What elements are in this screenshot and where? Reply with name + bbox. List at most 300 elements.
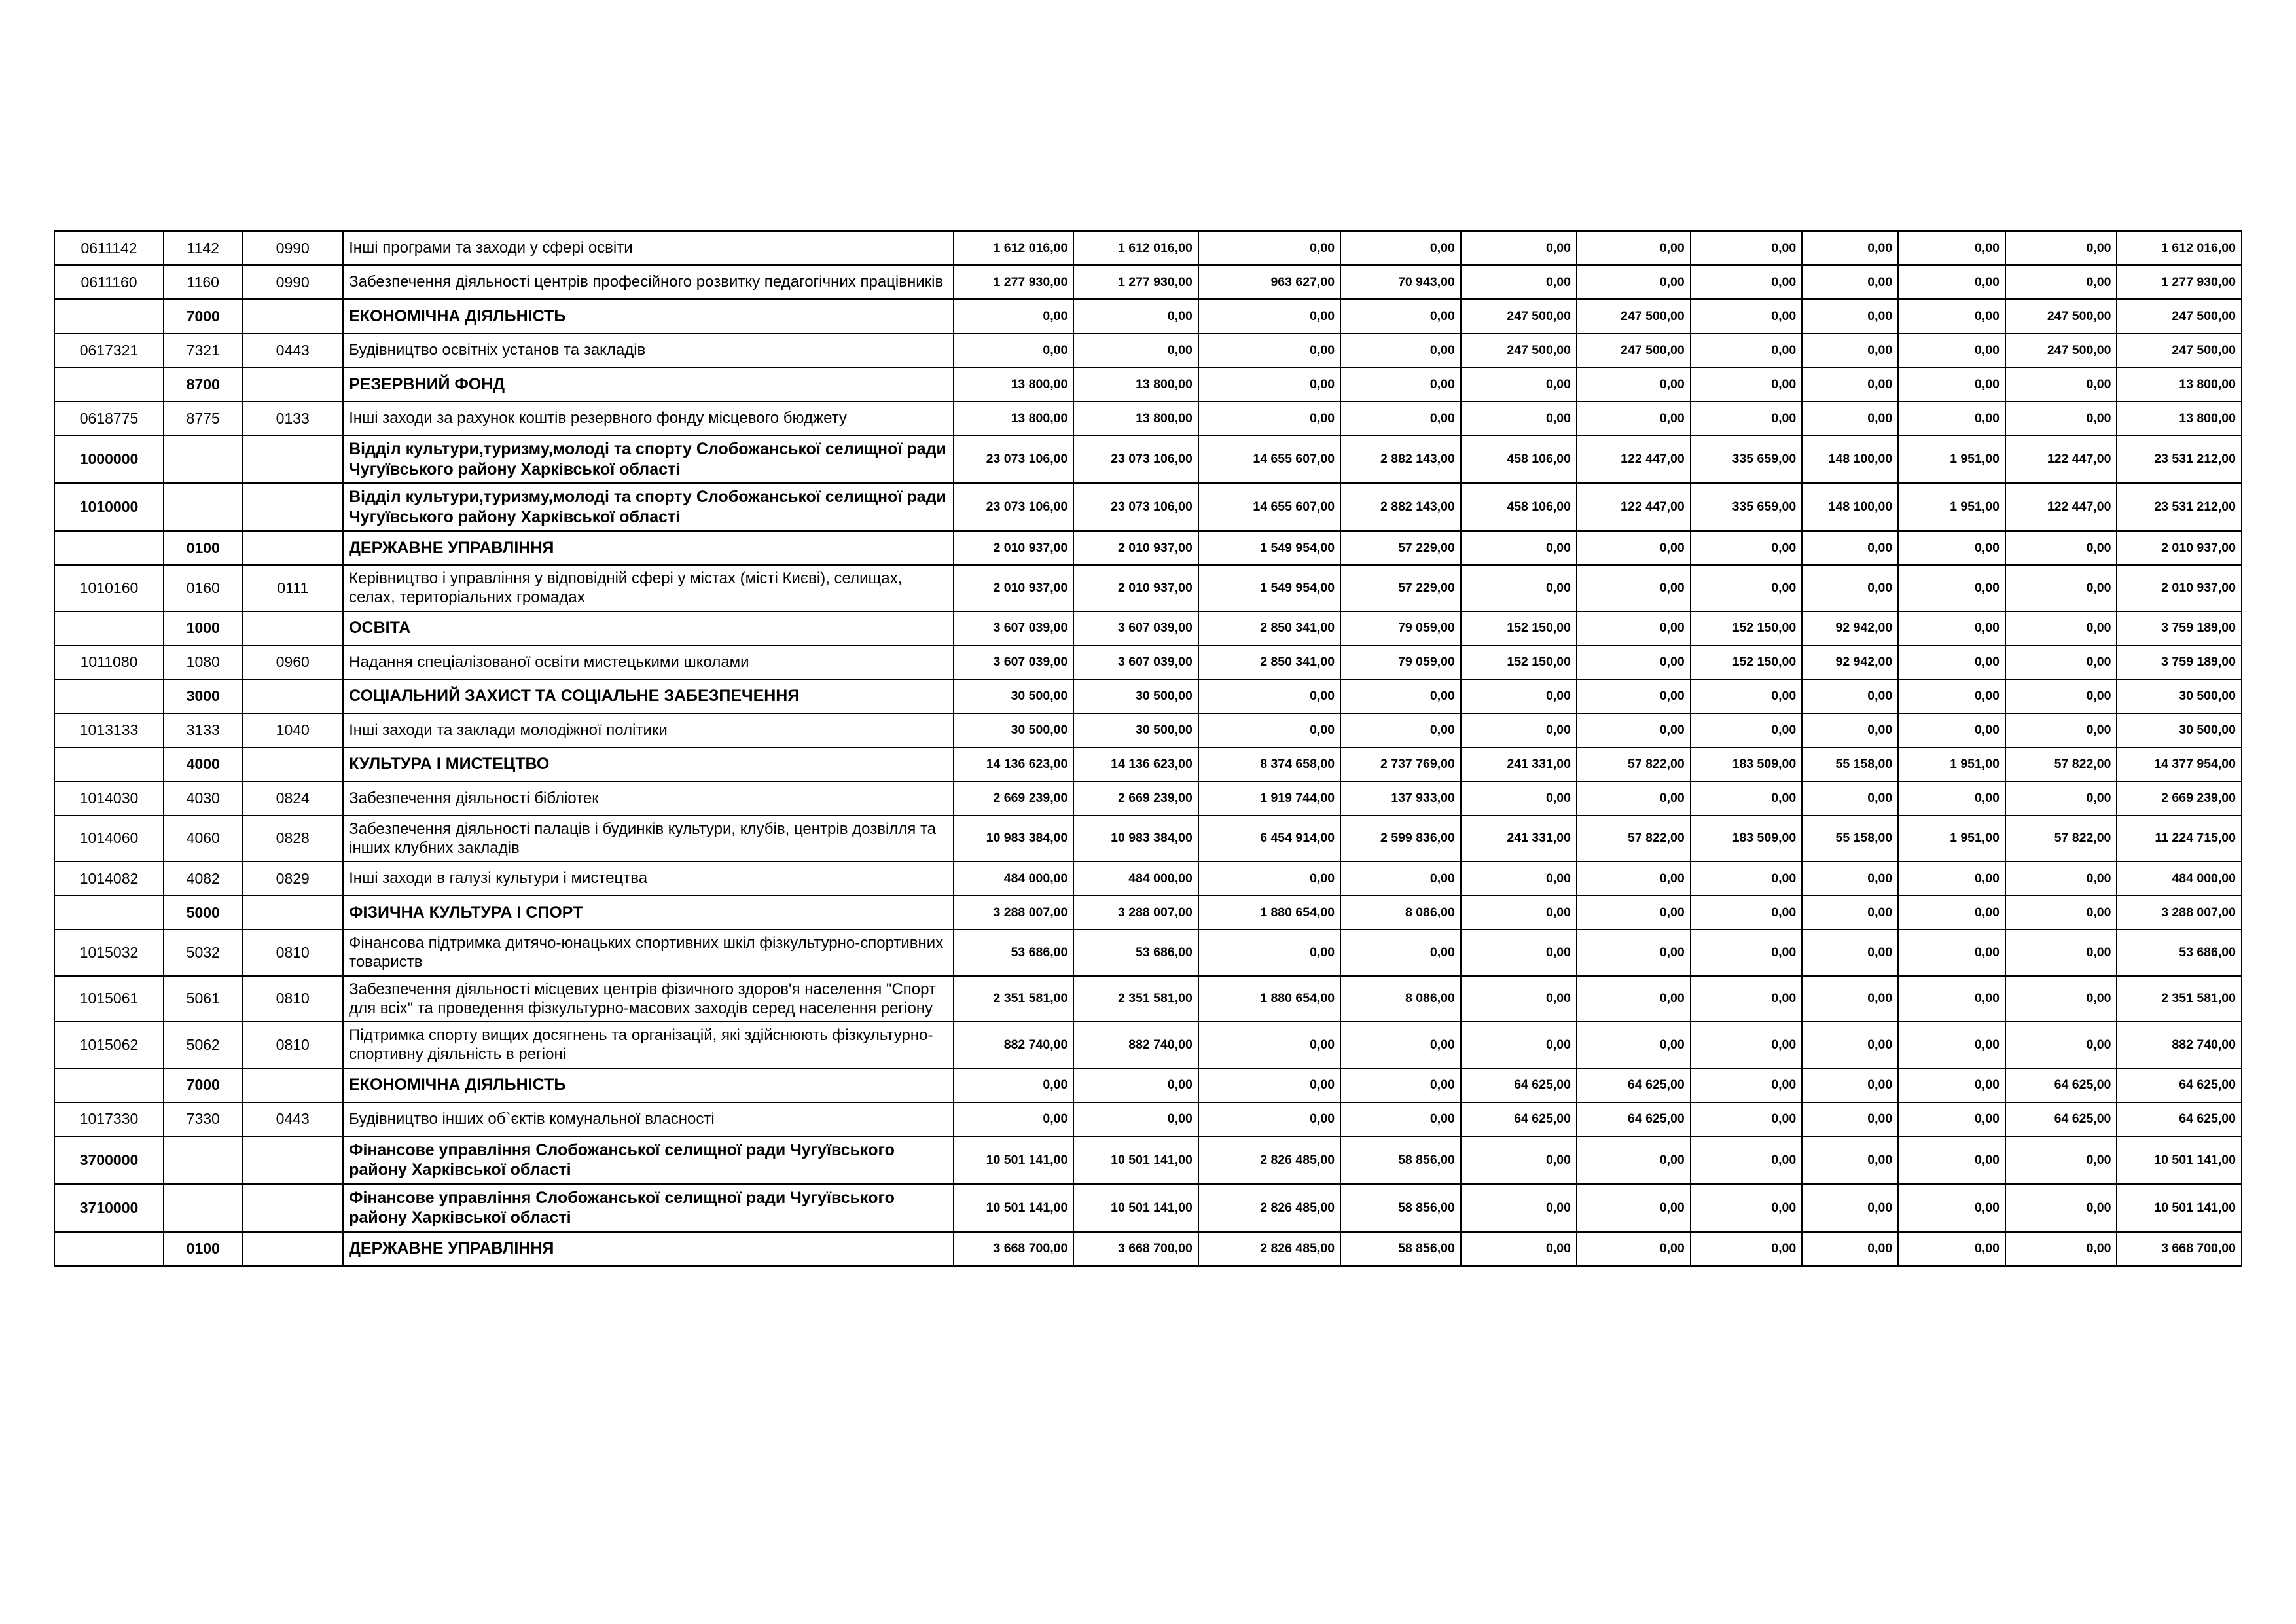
value-cell: 3 607 039,00 [1073,645,1198,679]
value-cell: 30 500,00 [1073,679,1198,713]
value-cell: 70 943,00 [1340,265,1461,299]
name-cell: ДЕРЖАВНЕ УПРАВЛІННЯ [343,1232,953,1266]
table-row [54,1136,2242,1184]
value-cell: 0,00 [2005,265,2117,299]
value-cell: 2 010 937,00 [2117,531,2242,565]
value-cell: 0,00 [1461,1232,1577,1266]
budget-code-cell: 3000 [164,679,242,713]
value-cell: 0,00 [1340,679,1461,713]
value-cell: 0,00 [1898,929,2005,976]
value-cell: 0,00 [2005,713,2117,748]
value-cell: 64 625,00 [1461,1102,1577,1136]
value-cell: 0,00 [1577,645,1691,679]
function-code-cell: 1040 [242,713,343,748]
value-cell: 0,00 [1802,861,1898,895]
budget-code-cell: 1160 [164,265,242,299]
value-cell: 0,00 [1577,531,1691,565]
value-cell: 0,00 [1691,1232,1802,1266]
value-cell: 0,00 [1461,929,1577,976]
value-cell: 0,00 [1802,531,1898,565]
value-cell: 0,00 [2005,531,2117,565]
value-cell: 0,00 [1691,895,1802,929]
value-cell: 0,00 [1802,1102,1898,1136]
value-cell: 2 010 937,00 [954,565,1074,611]
value-cell: 3 759 189,00 [2117,611,2242,645]
budget-code-cell: 4000 [164,748,242,782]
function-code-cell [242,1232,343,1266]
name-cell: Інші заходи в галузі культури і мистецтва [343,861,953,895]
name-cell: Інші заходи та заклади молодіжної політики [343,713,953,748]
program-code-cell: 1015032 [54,929,164,976]
table-row [54,929,2242,976]
value-cell: 13 800,00 [954,401,1074,435]
value-cell: 152 150,00 [1461,611,1577,645]
budget-code-cell: 4082 [164,861,242,895]
name-cell: Забезпечення діяльності бібліотек [343,782,953,816]
value-cell: 23 073 106,00 [954,483,1074,531]
value-cell: 0,00 [1461,1022,1577,1068]
value-cell: 0,00 [1691,1022,1802,1068]
value-cell: 247 500,00 [1577,299,1691,333]
program-code-cell: 1013133 [54,713,164,748]
value-cell: 0,00 [1802,1022,1898,1068]
function-code-cell [242,748,343,782]
value-cell: 0,00 [1898,531,2005,565]
name-cell: РЕЗЕРВНИЙ ФОНД [343,367,953,401]
value-cell: 2 351 581,00 [2117,976,2242,1022]
value-cell: 152 150,00 [1691,645,1802,679]
value-cell: 79 059,00 [1340,645,1461,679]
budget-code-cell [164,435,242,483]
budget-code-cell: 8700 [164,367,242,401]
name-cell: Інші програми та заходи у сфері освіти [343,231,953,265]
value-cell: 152 150,00 [1461,645,1577,679]
program-code-cell: 1017330 [54,1102,164,1136]
function-code-cell: 0443 [242,333,343,367]
value-cell: 0,00 [2005,565,2117,611]
value-cell: 0,00 [1073,299,1198,333]
value-cell: 0,00 [1461,231,1577,265]
value-cell: 148 100,00 [1802,483,1898,531]
value-cell: 241 331,00 [1461,816,1577,862]
value-cell: 0,00 [1802,679,1898,713]
table-row [54,1102,2242,1136]
value-cell: 57 229,00 [1340,565,1461,611]
value-cell: 882 740,00 [1073,1022,1198,1068]
budget-code-cell: 5000 [164,895,242,929]
value-cell: 0,00 [1691,1068,1802,1102]
value-cell: 0,00 [1198,1022,1340,1068]
budget-code-cell: 0100 [164,531,242,565]
value-cell: 247 500,00 [2005,299,2117,333]
table-row [54,816,2242,862]
function-code-cell [242,611,343,645]
name-cell: СОЦІАЛЬНИЙ ЗАХИСТ ТА СОЦІАЛЬНЕ ЗАБЕЗПЕЧЕННЯ [343,679,953,713]
value-cell: 30 500,00 [1073,713,1198,748]
table-row [54,748,2242,782]
name-cell: Будівництво інших об`єктів комунальної власності [343,1102,953,1136]
value-cell: 0,00 [1898,565,2005,611]
value-cell: 10 501 141,00 [2117,1136,2242,1184]
value-cell: 247 500,00 [2117,299,2242,333]
value-cell: 0,00 [1802,231,1898,265]
value-cell: 13 800,00 [1073,367,1198,401]
program-code-cell [54,679,164,713]
value-cell: 2 010 937,00 [954,531,1074,565]
value-cell: 0,00 [1691,367,1802,401]
value-cell: 152 150,00 [1691,611,1802,645]
value-cell: 0,00 [1691,333,1802,367]
value-cell: 458 106,00 [1461,435,1577,483]
table-row [54,401,2242,435]
name-cell: Керівництво і управління у відповідній сфері у містах (місті Києві), селищах, селах, територіальних громадах [343,565,953,611]
value-cell: 14 377 954,00 [2117,748,2242,782]
value-cell: 0,00 [1340,1102,1461,1136]
value-cell: 148 100,00 [1802,435,1898,483]
value-cell: 57 822,00 [1577,748,1691,782]
value-cell: 11 224 715,00 [2117,816,2242,862]
value-cell: 2 826 485,00 [1198,1136,1340,1184]
program-code-cell [54,299,164,333]
name-cell: ОСВІТА [343,611,953,645]
program-code-cell [54,611,164,645]
value-cell: 1 919 744,00 [1198,782,1340,816]
value-cell: 0,00 [1461,531,1577,565]
value-cell: 23 531 212,00 [2117,435,2242,483]
value-cell: 92 942,00 [1802,645,1898,679]
function-code-cell [242,1068,343,1102]
name-cell: Забезпечення діяльності центрів професійного розвитку педагогічних працівників [343,265,953,299]
value-cell: 0,00 [2005,1022,2117,1068]
value-cell: 57 822,00 [2005,748,2117,782]
value-cell: 0,00 [1340,299,1461,333]
value-cell: 64 625,00 [1577,1068,1691,1102]
value-cell: 10 983 384,00 [1073,816,1198,862]
value-cell: 0,00 [1340,929,1461,976]
value-cell: 0,00 [1691,565,1802,611]
value-cell: 3 288 007,00 [1073,895,1198,929]
value-cell: 0,00 [2005,929,2117,976]
table-row [54,531,2242,565]
value-cell: 8 374 658,00 [1198,748,1340,782]
value-cell: 64 625,00 [2117,1068,2242,1102]
name-cell: КУЛЬТУРА І МИСТЕЦТВО [343,748,953,782]
table-row [54,231,2242,265]
value-cell: 13 800,00 [1073,401,1198,435]
value-cell: 0,00 [1198,679,1340,713]
value-cell: 2 882 143,00 [1340,483,1461,531]
function-code-cell: 0810 [242,976,343,1022]
value-cell: 2 669 239,00 [2117,782,2242,816]
value-cell: 0,00 [1198,299,1340,333]
value-cell: 0,00 [1198,401,1340,435]
value-cell: 0,00 [1691,679,1802,713]
value-cell: 2 599 836,00 [1340,816,1461,862]
value-cell: 0,00 [1898,1136,2005,1184]
budget-code-cell: 1000 [164,611,242,645]
value-cell: 53 686,00 [1073,929,1198,976]
program-code-cell: 0618775 [54,401,164,435]
value-cell: 13 800,00 [2117,367,2242,401]
value-cell: 137 933,00 [1340,782,1461,816]
program-code-cell: 1014060 [54,816,164,862]
value-cell: 30 500,00 [954,713,1074,748]
value-cell: 57 229,00 [1340,531,1461,565]
value-cell: 23 531 212,00 [2117,483,2242,531]
function-code-cell: 0960 [242,645,343,679]
value-cell: 458 106,00 [1461,483,1577,531]
value-cell: 0,00 [1461,1184,1577,1232]
value-cell: 1 880 654,00 [1198,976,1340,1022]
value-cell: 0,00 [1461,895,1577,929]
value-cell: 0,00 [1577,782,1691,816]
table-row [54,1184,2242,1232]
value-cell: 0,00 [1198,231,1340,265]
value-cell: 3 288 007,00 [2117,895,2242,929]
function-code-cell [242,531,343,565]
value-cell: 55 158,00 [1802,816,1898,862]
value-cell: 0,00 [1340,401,1461,435]
value-cell: 2 010 937,00 [1073,565,1198,611]
value-cell: 0,00 [2005,1184,2117,1232]
value-cell: 14 136 623,00 [954,748,1074,782]
name-cell: Інші заходи за рахунок коштів резервного фонду місцевого бюджету [343,401,953,435]
budget-code-cell: 0100 [164,1232,242,1266]
function-code-cell [242,679,343,713]
value-cell: 0,00 [1577,861,1691,895]
value-cell: 30 500,00 [954,679,1074,713]
program-code-cell: 1010000 [54,483,164,531]
value-cell: 64 625,00 [1577,1102,1691,1136]
value-cell: 0,00 [2005,895,2117,929]
value-cell: 0,00 [954,299,1074,333]
value-cell: 1 612 016,00 [954,231,1074,265]
table-row [54,895,2242,929]
value-cell: 0,00 [1340,231,1461,265]
value-cell: 1 880 654,00 [1198,895,1340,929]
value-cell: 1 277 930,00 [954,265,1074,299]
name-cell: Надання спеціалізованої освіти мистецькими школами [343,645,953,679]
value-cell: 0,00 [1577,401,1691,435]
name-cell: ДЕРЖАВНЕ УПРАВЛІННЯ [343,531,953,565]
value-cell: 3 288 007,00 [954,895,1074,929]
name-cell: Будівництво освітніх установ та закладів [343,333,953,367]
value-cell: 64 625,00 [2005,1068,2117,1102]
value-cell: 10 501 141,00 [1073,1136,1198,1184]
value-cell: 1 549 954,00 [1198,531,1340,565]
program-code-cell: 1015062 [54,1022,164,1068]
value-cell: 2 850 341,00 [1198,611,1340,645]
function-code-cell: 0810 [242,1022,343,1068]
value-cell: 0,00 [2005,782,2117,816]
value-cell: 3 668 700,00 [954,1232,1074,1266]
budget-code-cell: 5032 [164,929,242,976]
value-cell: 0,00 [1577,1136,1691,1184]
value-cell: 484 000,00 [1073,861,1198,895]
function-code-cell: 0828 [242,816,343,862]
value-cell: 3 607 039,00 [954,611,1074,645]
value-cell: 8 086,00 [1340,895,1461,929]
budget-code-cell: 4030 [164,782,242,816]
value-cell: 0,00 [1340,713,1461,748]
value-cell: 0,00 [1802,782,1898,816]
value-cell: 0,00 [1898,1232,2005,1266]
value-cell: 0,00 [1691,231,1802,265]
value-cell: 0,00 [1802,1068,1898,1102]
value-cell: 57 822,00 [2005,816,2117,862]
value-cell: 3 759 189,00 [2117,645,2242,679]
value-cell: 0,00 [2005,1136,2117,1184]
table-row [54,565,2242,611]
value-cell: 0,00 [1340,1068,1461,1102]
program-code-cell: 0611142 [54,231,164,265]
value-cell: 0,00 [1461,565,1577,611]
value-cell: 0,00 [1691,1136,1802,1184]
value-cell: 0,00 [1802,1184,1898,1232]
value-cell: 13 800,00 [2117,401,2242,435]
value-cell: 0,00 [2005,861,2117,895]
value-cell: 335 659,00 [1691,483,1802,531]
budget-code-cell: 7000 [164,299,242,333]
value-cell: 30 500,00 [2117,679,2242,713]
value-cell: 0,00 [1340,367,1461,401]
function-code-cell: 0824 [242,782,343,816]
value-cell: 183 509,00 [1691,816,1802,862]
program-code-cell: 1014030 [54,782,164,816]
value-cell: 2 351 581,00 [954,976,1074,1022]
value-cell: 0,00 [1898,976,2005,1022]
table-row [54,299,2242,333]
value-cell: 13 800,00 [954,367,1074,401]
program-code-cell: 1000000 [54,435,164,483]
budget-code-cell: 5062 [164,1022,242,1068]
name-cell: Фінансове управління Слобожанської селищної ради Чугуївського району Харківської області [343,1184,953,1232]
value-cell: 0,00 [1898,231,2005,265]
value-cell: 0,00 [1802,976,1898,1022]
value-cell: 53 686,00 [2117,929,2242,976]
name-cell: Фінансова підтримка дитячо-юнацьких спортивних шкіл фізкультурно-спортивних товариств [343,929,953,976]
value-cell: 0,00 [1898,645,2005,679]
value-cell: 0,00 [1802,929,1898,976]
budget-code-cell: 4060 [164,816,242,862]
value-cell: 0,00 [1073,1102,1198,1136]
name-cell: Забезпечення діяльності місцевих центрів фізичного здоров'я населення "Спорт для всіх" та проведення фізкультурно-масових заходів серед населення регіону [343,976,953,1022]
table-row [54,367,2242,401]
table-row [54,483,2242,531]
value-cell: 2 669 239,00 [954,782,1074,816]
value-cell: 122 447,00 [2005,435,2117,483]
value-cell: 0,00 [1198,1068,1340,1102]
value-cell: 0,00 [2005,679,2117,713]
value-cell: 8 086,00 [1340,976,1461,1022]
value-cell: 10 983 384,00 [954,816,1074,862]
program-code-cell: 1011080 [54,645,164,679]
value-cell: 0,00 [1691,929,1802,976]
value-cell: 0,00 [1691,782,1802,816]
value-cell: 0,00 [1461,679,1577,713]
value-cell: 64 625,00 [2005,1102,2117,1136]
value-cell: 335 659,00 [1691,435,1802,483]
value-cell: 0,00 [2005,1232,2117,1266]
table-row [54,1022,2242,1068]
value-cell: 53 686,00 [954,929,1074,976]
program-code-cell [54,1068,164,1102]
budget-code-cell: 5061 [164,976,242,1022]
value-cell: 64 625,00 [2117,1102,2242,1136]
value-cell: 122 447,00 [1577,483,1691,531]
value-cell: 2 826 485,00 [1198,1184,1340,1232]
value-cell: 247 500,00 [1461,299,1577,333]
value-cell: 0,00 [1802,1232,1898,1266]
program-code-cell: 1010160 [54,565,164,611]
program-code-cell: 0611160 [54,265,164,299]
value-cell: 23 073 106,00 [1073,435,1198,483]
table-row [54,861,2242,895]
name-cell: Забезпечення діяльності палаців і будинків культури, клубів, центрів дозвілля та інших клубних закладів [343,816,953,862]
function-code-cell: 0111 [242,565,343,611]
value-cell: 0,00 [1691,265,1802,299]
value-cell: 0,00 [1898,1022,2005,1068]
value-cell: 0,00 [1461,861,1577,895]
value-cell: 0,00 [1198,1102,1340,1136]
value-cell: 30 500,00 [2117,713,2242,748]
value-cell: 0,00 [1802,299,1898,333]
value-cell: 0,00 [1691,299,1802,333]
value-cell: 0,00 [1577,929,1691,976]
value-cell: 0,00 [1461,401,1577,435]
table-row [54,265,2242,299]
value-cell: 0,00 [2005,645,2117,679]
budget-code-cell: 8775 [164,401,242,435]
value-cell: 1 277 930,00 [1073,265,1198,299]
value-cell: 0,00 [954,333,1074,367]
value-cell: 1 951,00 [1898,483,2005,531]
value-cell: 247 500,00 [1461,333,1577,367]
value-cell: 10 501 141,00 [954,1184,1074,1232]
value-cell: 23 073 106,00 [1073,483,1198,531]
value-cell: 0,00 [1198,713,1340,748]
value-cell: 0,00 [1073,1068,1198,1102]
value-cell: 0,00 [2005,976,2117,1022]
value-cell: 58 856,00 [1340,1136,1461,1184]
function-code-cell [242,1184,343,1232]
value-cell: 1 951,00 [1898,816,2005,862]
value-cell: 0,00 [2005,367,2117,401]
budget-code-cell: 1080 [164,645,242,679]
value-cell: 0,00 [1898,333,2005,367]
value-cell: 0,00 [1577,679,1691,713]
budget-code-cell: 3133 [164,713,242,748]
function-code-cell [242,435,343,483]
table-row [54,1068,2242,1102]
function-code-cell: 0990 [242,231,343,265]
value-cell: 2 826 485,00 [1198,1232,1340,1266]
value-cell: 1 277 930,00 [2117,265,2242,299]
program-code-cell [54,531,164,565]
value-cell: 0,00 [1577,895,1691,929]
value-cell: 10 501 141,00 [2117,1184,2242,1232]
value-cell: 3 607 039,00 [954,645,1074,679]
value-cell: 0,00 [1577,1022,1691,1068]
value-cell: 1 612 016,00 [1073,231,1198,265]
program-code-cell: 1014082 [54,861,164,895]
table-row [54,713,2242,748]
value-cell: 0,00 [1340,333,1461,367]
value-cell: 58 856,00 [1340,1232,1461,1266]
value-cell: 0,00 [1461,367,1577,401]
value-cell: 0,00 [1898,1184,2005,1232]
budget-code-cell: 0160 [164,565,242,611]
